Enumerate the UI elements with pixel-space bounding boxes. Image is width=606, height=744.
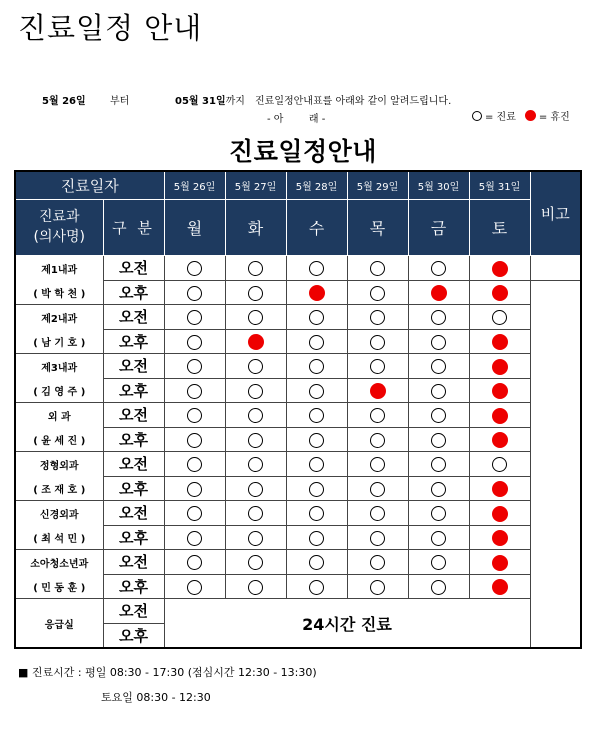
open-circle-icon — [187, 286, 202, 301]
open-circle-icon — [431, 433, 446, 448]
status-cell — [286, 280, 347, 305]
status-cell — [225, 329, 286, 354]
open-circle-icon — [187, 580, 202, 595]
open-circle-icon — [187, 482, 202, 497]
closed-circle-icon — [370, 383, 386, 399]
remarks-cell — [530, 525, 581, 550]
remarks-header: 비고 — [530, 171, 581, 256]
closed-circle-icon — [492, 383, 508, 399]
schedule-row — [15, 256, 581, 281]
remarks-cell — [530, 476, 581, 501]
open-circle-icon — [431, 531, 446, 546]
schedule-table — [14, 170, 582, 649]
status-cell — [347, 452, 408, 477]
closed-circle-icon — [492, 261, 508, 277]
status-cell — [286, 403, 347, 428]
open-circle-icon — [370, 506, 385, 521]
open-circle-icon — [370, 335, 385, 350]
doctor-name: ( 민 동 훈 ) — [15, 574, 103, 599]
status-cell — [347, 476, 408, 501]
open-circle-icon — [248, 310, 263, 325]
status-cell — [408, 256, 469, 281]
status-cell — [286, 525, 347, 550]
schedule-row — [15, 525, 581, 550]
status-cell — [347, 427, 408, 452]
open-circle-icon — [248, 457, 263, 472]
remarks-cell — [530, 501, 581, 526]
status-cell — [347, 378, 408, 403]
status-cell — [469, 427, 530, 452]
period-label: 오후 — [103, 574, 164, 599]
closed-circle-icon — [492, 481, 508, 497]
open-circle-icon — [492, 310, 507, 325]
status-cell — [286, 476, 347, 501]
open-circle-icon — [431, 457, 446, 472]
doctor-name: ( 남 기 호 ) — [15, 329, 103, 354]
status-cell — [164, 354, 225, 379]
open-circle-icon — [370, 531, 385, 546]
schedule-row — [15, 354, 581, 379]
open-circle-icon — [248, 506, 263, 521]
schedule-row — [15, 476, 581, 501]
doctor-name: ( 김 영 주 ) — [15, 378, 103, 403]
status-cell — [347, 501, 408, 526]
closed-circle-icon — [492, 530, 508, 546]
remarks-cell — [530, 427, 581, 452]
status-cell — [286, 354, 347, 379]
open-circle-icon — [187, 310, 202, 325]
open-circle-icon — [309, 261, 324, 276]
status-cell — [469, 305, 530, 330]
open-circle-icon — [248, 286, 263, 301]
status-cell — [225, 354, 286, 379]
open-circle-icon — [187, 384, 202, 399]
open-circle-icon — [309, 384, 324, 399]
status-cell — [286, 329, 347, 354]
remarks-cell — [530, 305, 581, 330]
open-circle-icon — [370, 482, 385, 497]
status-cell — [408, 574, 469, 599]
status-cell — [164, 574, 225, 599]
remarks-cell — [530, 354, 581, 379]
status-cell — [225, 403, 286, 428]
open-circle-icon — [370, 359, 385, 374]
closed-circle-icon — [492, 579, 508, 595]
doctor-name: ( 최 석 민 ) — [15, 525, 103, 550]
period-label: 오전 — [103, 452, 164, 477]
open-circle-icon — [187, 433, 202, 448]
period-label: 오후 — [103, 525, 164, 550]
closed-circle-icon — [525, 110, 536, 121]
end-date — [175, 92, 245, 107]
status-cell — [164, 256, 225, 281]
closed-circle-icon — [492, 285, 508, 301]
closed-circle-icon — [309, 285, 325, 301]
dept-header: 진료과 (의사명) — [15, 200, 103, 256]
status-cell — [347, 403, 408, 428]
day-cell: 목 — [347, 200, 408, 256]
status-cell — [286, 574, 347, 599]
status-cell — [225, 280, 286, 305]
status-cell — [408, 329, 469, 354]
schedule-row — [15, 574, 581, 599]
open-circle-icon — [248, 408, 263, 423]
status-cell — [408, 403, 469, 428]
status-cell — [164, 452, 225, 477]
open-circle-icon — [309, 555, 324, 570]
doctor-name: ( 박 학 천 ) — [15, 280, 103, 305]
remarks-cell — [530, 452, 581, 477]
period-label: 오전 — [103, 403, 164, 428]
open-circle-icon — [187, 408, 202, 423]
open-circle-icon — [431, 261, 446, 276]
open-circle-icon — [431, 555, 446, 570]
remarks-cell — [530, 550, 581, 575]
period-label: 오전 — [103, 501, 164, 526]
closed-circle-icon — [492, 432, 508, 448]
open-circle-icon — [187, 531, 202, 546]
status-cell — [286, 501, 347, 526]
closed-circle-icon — [492, 408, 508, 424]
status-cell — [408, 550, 469, 575]
status-cell — [408, 354, 469, 379]
date-header: 진료일자 — [15, 171, 164, 200]
end-date-value: 05월 31일 — [175, 96, 226, 107]
status-cell — [469, 354, 530, 379]
status-cell — [164, 305, 225, 330]
open-circle-icon — [187, 261, 202, 276]
open-circle-icon — [309, 335, 324, 350]
status-cell — [286, 305, 347, 330]
date-cell: 5월 29일 — [347, 171, 408, 200]
closed-circle-icon — [492, 555, 508, 571]
status-cell — [225, 525, 286, 550]
period-label: 오후 — [103, 329, 164, 354]
status-cell — [225, 378, 286, 403]
remarks-cell — [530, 599, 581, 649]
status-cell — [286, 378, 347, 403]
status-cell — [408, 525, 469, 550]
open-circle-icon — [187, 555, 202, 570]
status-cell — [469, 329, 530, 354]
schedule-row — [15, 501, 581, 526]
legend-open-label: = 진료 — [485, 112, 516, 123]
date-cell: 5월 30일 — [408, 171, 469, 200]
schedule-row — [15, 427, 581, 452]
status-cell — [469, 280, 530, 305]
open-circle-icon — [248, 531, 263, 546]
status-cell — [408, 501, 469, 526]
start-date: 5월 26일 — [42, 96, 86, 107]
status-cell — [408, 280, 469, 305]
open-circle-icon — [187, 506, 202, 521]
below-mark: - 아 래 - — [267, 114, 326, 125]
open-circle-icon — [370, 261, 385, 276]
open-circle-icon — [370, 310, 385, 325]
status-cell — [286, 550, 347, 575]
period-label: 오후 — [103, 378, 164, 403]
period-label: 오후 — [103, 623, 164, 648]
open-circle-icon — [431, 384, 446, 399]
status-cell — [164, 280, 225, 305]
status-cell — [469, 525, 530, 550]
doctor-name: ( 조 재 호 ) — [15, 476, 103, 501]
remarks-cell — [530, 378, 581, 403]
remarks-cell — [530, 403, 581, 428]
status-cell — [164, 427, 225, 452]
status-cell — [347, 354, 408, 379]
status-cell — [347, 256, 408, 281]
status-cell — [164, 378, 225, 403]
department-name: 응급실 — [15, 599, 103, 649]
status-cell — [225, 574, 286, 599]
date-cell: 5월 31일 — [469, 171, 530, 200]
status-cell — [286, 427, 347, 452]
department-name: 신경외과 — [15, 501, 103, 526]
period-label: 오후 — [103, 427, 164, 452]
status-cell — [408, 305, 469, 330]
closed-circle-icon — [248, 334, 264, 350]
status-cell — [469, 378, 530, 403]
day-cell: 화 — [225, 200, 286, 256]
status-cell — [469, 452, 530, 477]
remarks-cell — [530, 280, 581, 305]
status-cell — [225, 550, 286, 575]
status-cell — [225, 452, 286, 477]
open-circle-icon — [431, 506, 446, 521]
period-label: 오전 — [103, 305, 164, 330]
open-circle-icon — [248, 384, 263, 399]
status-cell — [225, 476, 286, 501]
schedule-row — [15, 378, 581, 403]
open-circle-icon — [248, 359, 263, 374]
department-name: 제1내과 — [15, 256, 103, 281]
period-header: 구 분 — [103, 200, 164, 256]
open-circle-icon — [370, 433, 385, 448]
open-circle-icon — [492, 457, 507, 472]
status-cell — [286, 256, 347, 281]
schedule-row — [15, 599, 581, 624]
period-label: 오전 — [103, 599, 164, 624]
status-cell — [347, 525, 408, 550]
open-circle-icon — [309, 408, 324, 423]
status-cell — [408, 427, 469, 452]
department-name: 제2내과 — [15, 305, 103, 330]
closed-circle-icon — [492, 359, 508, 375]
open-circle-icon — [248, 433, 263, 448]
date-cell: 5월 27일 — [225, 171, 286, 200]
open-circle-icon — [431, 482, 446, 497]
period-label: 오전 — [103, 256, 164, 281]
status-cell — [164, 403, 225, 428]
day-cell: 금 — [408, 200, 469, 256]
legend — [472, 108, 570, 123]
date-cell: 5월 28일 — [286, 171, 347, 200]
hours-saturday: 토요일 08:30 - 12:30 — [101, 691, 211, 704]
open-circle-icon — [309, 359, 324, 374]
open-circle-icon — [309, 580, 324, 595]
status-cell — [408, 378, 469, 403]
open-circle-icon — [431, 408, 446, 423]
page-title: 진료일정 안내 — [18, 11, 203, 45]
schedule-row — [15, 329, 581, 354]
period-label: 오전 — [103, 354, 164, 379]
status-cell — [164, 476, 225, 501]
department-name: 외 과 — [15, 403, 103, 428]
department-name: 정형외과 — [15, 452, 103, 477]
open-circle-icon — [309, 506, 324, 521]
open-circle-icon — [309, 310, 324, 325]
emergency-note: 24시간 진료 — [164, 599, 530, 649]
status-cell — [225, 501, 286, 526]
status-cell — [225, 427, 286, 452]
status-cell — [408, 452, 469, 477]
legend-closed-label: = 휴진 — [538, 112, 570, 123]
open-circle-icon — [370, 555, 385, 570]
status-cell — [469, 256, 530, 281]
open-circle-icon — [431, 310, 446, 325]
date-cell: 5월 26일 — [164, 171, 225, 200]
schedule-row — [15, 452, 581, 477]
closed-circle-icon — [492, 506, 508, 522]
status-cell — [347, 329, 408, 354]
schedule-row — [15, 305, 581, 330]
open-circle-icon — [431, 580, 446, 595]
status-cell — [469, 574, 530, 599]
day-cell: 수 — [286, 200, 347, 256]
status-cell — [225, 256, 286, 281]
status-cell — [347, 280, 408, 305]
notice-text: 진료일정안내표를 아래와 같이 알려드립니다. — [255, 96, 452, 107]
open-circle-icon — [472, 111, 482, 121]
status-cell — [469, 403, 530, 428]
period-label: 오후 — [103, 476, 164, 501]
open-circle-icon — [370, 286, 385, 301]
from-label: 부터 — [110, 96, 130, 107]
status-cell — [164, 501, 225, 526]
open-circle-icon — [187, 457, 202, 472]
doctor-name: ( 윤 세 진 ) — [15, 427, 103, 452]
remarks-cell — [530, 256, 581, 281]
closed-circle-icon — [431, 285, 447, 301]
schedule-row — [15, 280, 581, 305]
hours-weekday: ■ 진료시간 : 평일 08:30 - 17:30 (점심시간 12:30 - 13:30) — [18, 666, 317, 679]
closed-circle-icon — [492, 334, 508, 350]
status-cell — [164, 550, 225, 575]
status-cell — [347, 574, 408, 599]
open-circle-icon — [248, 555, 263, 570]
status-cell — [164, 329, 225, 354]
open-circle-icon — [370, 580, 385, 595]
status-cell — [469, 476, 530, 501]
schedule-body — [15, 256, 581, 649]
schedule-row — [15, 550, 581, 575]
status-cell — [469, 501, 530, 526]
end-date-suffix: 까지 — [225, 96, 245, 107]
remarks-cell — [530, 574, 581, 599]
status-cell — [225, 305, 286, 330]
open-circle-icon — [187, 335, 202, 350]
schedule-row — [15, 403, 581, 428]
open-circle-icon — [248, 482, 263, 497]
remarks-cell — [530, 329, 581, 354]
open-circle-icon — [431, 359, 446, 374]
department-name: 제3내과 — [15, 354, 103, 379]
open-circle-icon — [309, 531, 324, 546]
day-cell: 토 — [469, 200, 530, 256]
open-circle-icon — [248, 580, 263, 595]
open-circle-icon — [431, 335, 446, 350]
status-cell — [347, 550, 408, 575]
table-title: 진료일정안내 — [229, 137, 377, 166]
status-cell — [164, 525, 225, 550]
open-circle-icon — [248, 261, 263, 276]
period-label: 오전 — [103, 550, 164, 575]
open-circle-icon — [370, 408, 385, 423]
day-cell: 월 — [164, 200, 225, 256]
open-circle-icon — [309, 457, 324, 472]
open-circle-icon — [309, 482, 324, 497]
status-cell — [347, 305, 408, 330]
status-cell — [408, 476, 469, 501]
status-cell — [286, 452, 347, 477]
department-name: 소아청소년과 — [15, 550, 103, 575]
status-cell — [469, 550, 530, 575]
open-circle-icon — [187, 359, 202, 374]
period-label: 오후 — [103, 280, 164, 305]
open-circle-icon — [370, 457, 385, 472]
open-circle-icon — [309, 433, 324, 448]
